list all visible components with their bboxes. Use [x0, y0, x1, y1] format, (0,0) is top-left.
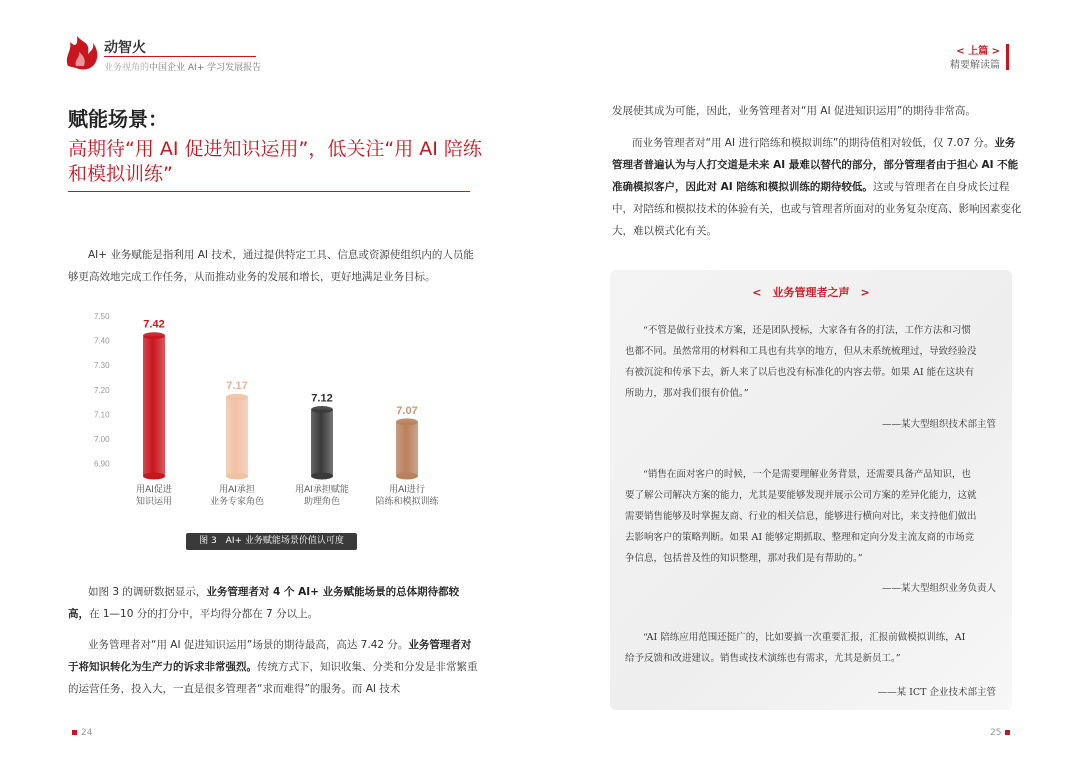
page-number-right — [990, 728, 1014, 738]
category-label: 用AI承担赋能 — [295, 485, 349, 495]
y-tick-label: 7.40 — [94, 336, 110, 346]
figure-caption: 图 3 AI+ 业务赋能场景价值认可度 — [186, 533, 357, 550]
quote-3-source: ——某 ICT 企业技术部主管 — [877, 687, 996, 698]
report-subtitle-main: 中国企业 AI+ 学习发展报告 — [149, 63, 262, 73]
data-label: 7.12 — [311, 392, 333, 405]
p2-emphasis: 业务管理者对于将知识转化为生产力的诉求非常强烈。 — [68, 639, 472, 673]
section-bar — [1006, 44, 1009, 70]
bar — [226, 397, 248, 476]
report-subtitle — [104, 60, 261, 73]
bar-chart — [78, 300, 478, 530]
section-indicator — [950, 45, 1000, 73]
bar-top — [311, 406, 333, 413]
rp2-lead: 而业务管理者对“用 AI 进行陪练和模拟训练”的期待值相对较低，仅 7.07 分。 — [632, 137, 995, 149]
quote-1: “不管是做行业技术方案，还是团队授标，大家各有各的打法，工作方法和习惯也都不同。虽然常用的材料和工具也有共享的地方，但从未系统梳理过，导致经验没有被沉淀和传承下去，新人来了以后也没有标准化的内容去带。如果 AI 能在这块有所助力，那对我们很有价值。” — [625, 325, 977, 399]
y-tick-label: 6.90 — [94, 459, 110, 469]
category-label: 用AI促进 — [136, 485, 172, 495]
data-label: 7.07 — [396, 404, 418, 417]
right-paragraph-top: 发展使其成为可能，因此，业务管理者对“用 AI 促进知识运用”的期待非常高。 — [612, 105, 976, 117]
y-tick-label: 7.10 — [94, 410, 110, 420]
intro-paragraph: AI+ 业务赋能是指利用 AI 技术，通过提供特定工具、信息或资源使组织内的人员能够更高效地完成工作任务，从而推动业务的发展和增长，更好地满足业务目标。 — [68, 249, 474, 283]
bar-top — [143, 332, 165, 339]
quote-panel-title: < 业务管理者之声 > — [752, 286, 870, 299]
quote-2: “销售在面对客户的时候，一个是需要理解业务背景，还需要具备产品知识，也要了解公司解决方案的能力，尤其是要能够发现并展示公司方案的差异化能力，这就需要销售能够及时掌握友商、行业的相关信息，能够进行横向对比，来支持他们做出去影响客户的策略判断。如果 AI 能够定期抓取、整理和定向分发主流友商的市场竞争信息，包括普及性的知识整理，那对我们是有帮助的。” — [625, 469, 977, 564]
bar-top — [396, 418, 418, 425]
category-label: 陪练和模拟训练 — [375, 497, 439, 507]
paragraph-2 — [68, 634, 480, 700]
category-label: 用AI进行 — [389, 485, 425, 495]
p2-lead: 业务管理者对“用 AI 促进知识运用”场景的期待最高，高达 7.42 分。 — [88, 639, 409, 651]
bar — [396, 422, 418, 476]
right-paragraph-2 — [612, 132, 1024, 242]
bar-base — [226, 473, 248, 480]
page-number-left-text: 24 — [81, 728, 93, 738]
section-label: < 上篇 > — [956, 46, 1000, 57]
bar — [311, 410, 333, 476]
bar-top — [226, 394, 248, 401]
header-rule — [104, 56, 256, 57]
p2-tail: 传统方式下，知识收集、分类和分发是非常繁重的运营任务，投入大，一直是很多管理者“求而难得”的服务。而 AI 技术 — [68, 661, 478, 695]
data-label: 7.17 — [226, 380, 248, 393]
page-subtitle: 高期待“用 AI 促进知识运用”，低关注“用 AI 陪练和模拟训练” — [68, 138, 482, 185]
report-subtitle-pre: 业务视角的 — [104, 63, 150, 73]
y-tick-label: 7.50 — [94, 312, 110, 321]
category-label: 助理角色 — [303, 497, 341, 507]
data-label: 7.42 — [143, 318, 165, 331]
rp2-emphasis: 业务管理者普遍认为与人打交道是未来 AI 最难以替代的部分，部分管理者由于担心 AI 不能准确模拟客户，因此对 AI 陪练和模拟训练的期待较低。 — [612, 137, 1019, 193]
paragraph-1 — [68, 581, 480, 625]
category-label: 知识运用 — [135, 497, 173, 507]
quote-3: “AI 陪练应用范围还挺广的，比如要搞一次重要汇报，汇报前做模拟训练，AI 给予反馈和改进建议。销售或技术演练也有需求，尤其是新员工。” — [625, 632, 966, 664]
page-marker-icon — [72, 730, 77, 735]
page-number-left — [68, 728, 92, 738]
page-marker-icon — [1005, 730, 1010, 735]
quote-2-source: ——某大型组织业务负责人 — [881, 583, 996, 594]
title-rule — [68, 191, 470, 192]
bar-base — [143, 473, 165, 480]
y-tick-label: 7.30 — [94, 361, 110, 371]
quote-1-source: ——某大型组织技术部主管 — [881, 419, 996, 430]
bar — [143, 336, 165, 476]
category-label: 业务专家角色 — [209, 497, 265, 507]
p1-emphasis: 业务管理者对 4 个 AI+ 业务赋能场景的总体期待都较高， — [68, 586, 460, 620]
p1-tail: 在 1—10 分的打分中，平均得分都在 7 分以上。 — [89, 608, 319, 620]
y-tick-label: 7.20 — [94, 385, 110, 395]
page-number-right-text: 25 — [990, 728, 1002, 738]
section-sublabel: 精要解读篇 — [950, 60, 1000, 71]
bar-base — [311, 473, 333, 480]
bar-base — [396, 473, 418, 480]
category-label: 用AI承担 — [219, 485, 255, 495]
page-title: 赋能场景： — [68, 107, 168, 131]
rp2-tail: 这或与管理者在自身成长过程中，对陪练和模拟技术的体验有关，也或与管理者所面对的业务复杂度高、影响因素变化大，难以模式化有关。 — [612, 181, 1022, 237]
p1-lead: 如图 3 的调研数据显示， — [88, 586, 207, 598]
flame-logo-icon — [60, 30, 104, 74]
y-tick-label: 7.00 — [94, 435, 110, 445]
brand-title: 动智火 — [104, 40, 146, 56]
